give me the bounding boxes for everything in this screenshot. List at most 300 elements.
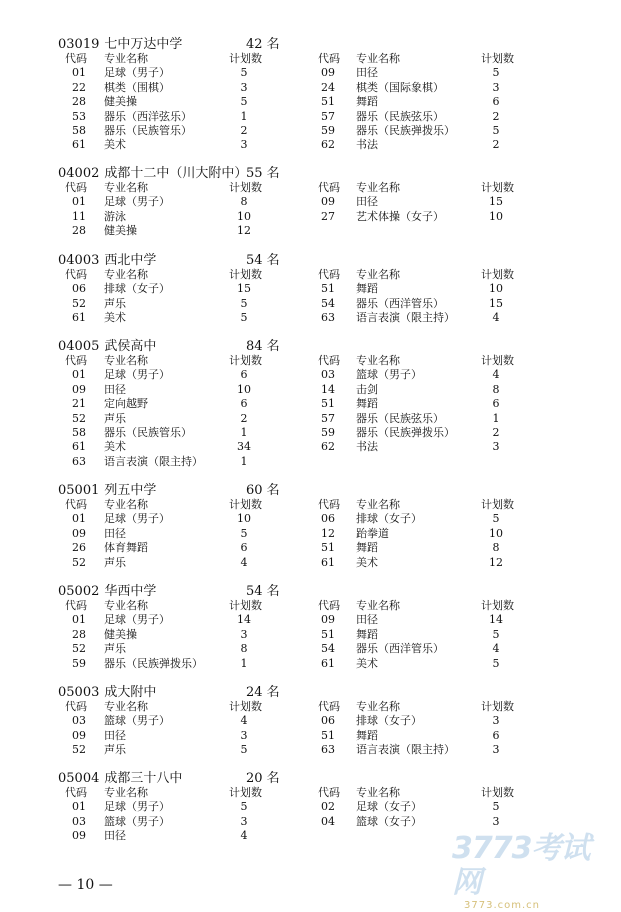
major-code: 63 [321,743,335,757]
major-name: 足球（女子） [356,800,422,814]
watermark-brand: 3773考试网 [452,831,590,900]
plan-count: 10 [489,282,503,296]
major-name: 舞蹈 [356,728,378,742]
major-code: 28 [72,224,86,238]
column-header-code: 代码 [318,786,340,799]
plan-count: 3 [492,80,500,94]
major-name: 语言表演（限主持） [104,454,203,468]
table-row [0,66,621,80]
table-row [0,210,621,224]
major-code: 58 [72,124,86,137]
major-name: 足球（男子） [104,195,170,209]
major-name: 器乐（民族弦乐） [356,411,444,425]
major-name: 健美操 [104,95,137,109]
major-code: 11 [72,209,86,223]
school-code: 03019 [58,37,100,52]
school-quota: 42 名 [246,37,280,52]
plan-count: 12 [237,224,251,238]
plan-count: 6 [240,541,248,555]
major-code: 06 [321,714,335,728]
major-name: 健美操 [104,627,137,641]
major-code: 61 [321,555,335,569]
major-code: 01 [72,800,86,814]
plan-count: 5 [240,526,248,540]
major-name: 篮球（男子） [104,814,170,828]
column-header-plan: 计划数 [481,52,514,65]
school-code: 04002 [58,166,100,181]
plan-count: 10 [237,512,251,526]
major-name: 足球（男子） [104,512,170,526]
major-code: 59 [321,124,335,137]
major-code: 12 [321,526,335,540]
plan-count: 15 [237,282,251,296]
major-code: 01 [72,512,86,526]
table-row [0,628,621,642]
column-header-row [0,52,621,66]
major-code: 58 [72,426,86,439]
column-header-major: 专业名称 [356,599,400,612]
column-header-major: 专业名称 [356,52,400,65]
column-header-code: 代码 [65,498,87,511]
column-header-code: 代码 [318,354,340,367]
school-quota: 55 名 [246,166,280,181]
major-code: 63 [72,454,86,468]
column-header-plan: 计划数 [229,599,262,612]
table-row [0,657,621,671]
column-header-plan: 计划数 [229,354,262,367]
major-code: 63 [321,311,335,325]
major-code: 51 [321,397,335,411]
plan-count: 15 [489,296,503,310]
school-name: 七中万达中学 [104,37,183,52]
plan-count: 1 [240,426,248,439]
plan-count: 6 [240,368,248,382]
major-code: 59 [321,426,335,439]
major-name: 舞蹈 [356,282,378,296]
table-row [0,224,621,238]
page-number: — 10 — [58,877,113,893]
school-name: 成都十二中（川大附中） [104,166,248,181]
column-header-row [0,786,621,800]
school-quota: 84 名 [246,339,280,354]
major-code: 06 [72,282,86,296]
column-header-row [0,181,621,195]
major-code: 57 [321,109,335,123]
major-code: 09 [321,66,335,80]
plan-count: 5 [492,124,500,137]
major-name: 游泳 [104,209,126,223]
major-name: 器乐（民族弦乐） [356,109,444,123]
major-code: 26 [72,541,86,555]
plan-count: 5 [492,656,500,670]
major-name: 健美操 [104,224,137,238]
column-header-major: 专业名称 [356,498,400,511]
major-code: 01 [72,195,86,209]
major-name: 体育舞蹈 [104,541,148,555]
plan-count: 5 [240,296,248,310]
column-header-plan: 计划数 [481,354,514,367]
major-name: 声乐 [104,642,126,656]
plan-count: 10 [237,209,251,223]
school-quota: 60 名 [246,483,280,498]
major-code: 61 [72,311,86,325]
plan-count: 8 [492,541,500,555]
major-name: 美术 [104,138,126,152]
major-name: 器乐（民族弹拨乐） [356,124,455,137]
major-code: 14 [321,382,335,396]
column-header-major: 专业名称 [356,268,400,281]
column-header-row [0,498,621,512]
major-code: 02 [321,800,335,814]
major-name: 美术 [356,656,378,670]
major-name: 声乐 [104,411,126,425]
major-code: 09 [72,829,86,843]
table-row [0,512,621,526]
plan-count: 5 [240,743,248,757]
major-code: 27 [321,209,335,223]
plan-count: 4 [492,311,500,325]
plan-count: 5 [492,627,500,641]
major-code: 51 [321,627,335,641]
column-header-code: 代码 [65,52,87,65]
major-code: 09 [72,526,86,540]
plan-count: 3 [240,814,248,828]
plan-count: 15 [489,195,503,209]
column-header-code: 代码 [65,268,87,281]
column-header-plan: 计划数 [481,700,514,713]
plan-count: 8 [240,195,248,209]
school-quota: 20 名 [246,771,280,786]
major-name: 足球（男子） [104,66,170,80]
table-row [0,815,621,829]
watermark-url: 3773.com.cn [464,900,540,911]
major-name: 排球（女子） [104,282,170,296]
plan-count: 4 [492,368,500,382]
column-header-code: 代码 [65,599,87,612]
major-name: 书法 [356,440,378,454]
column-header-code: 代码 [318,181,340,194]
major-code: 62 [321,138,335,152]
major-code: 59 [72,656,86,670]
plan-count: 2 [240,411,248,425]
column-header-code: 代码 [318,268,340,281]
plan-count: 6 [240,397,248,411]
school-header [58,685,280,701]
column-header-major: 专业名称 [356,181,400,194]
major-code: 28 [72,627,86,641]
school-code: 05003 [58,685,100,700]
major-name: 器乐（民族弹拨乐） [356,426,455,439]
plan-count: 4 [240,555,248,569]
school-quota: 54 名 [246,253,280,268]
major-name: 篮球（男子） [356,368,422,382]
column-header-code: 代码 [318,498,340,511]
column-header-major: 专业名称 [104,181,148,194]
major-name: 足球（男子） [104,613,170,627]
plan-count: 8 [492,382,500,396]
major-name: 声乐 [104,743,126,757]
column-header-major: 专业名称 [104,268,148,281]
school-name: 华西中学 [104,584,157,599]
major-code: 52 [72,555,86,569]
table-row [0,124,621,138]
school-header [58,339,280,355]
major-code: 57 [321,411,335,425]
watermark [452,831,612,911]
plan-count: 3 [240,138,248,152]
plan-count: 8 [240,642,248,656]
major-name: 舞蹈 [356,627,378,641]
school-quota: 54 名 [246,584,280,599]
school-code: 04005 [58,339,100,354]
school-header [58,166,280,182]
major-name: 排球（女子） [356,714,422,728]
column-header-plan: 计划数 [229,700,262,713]
major-code: 01 [72,368,86,382]
plan-count: 5 [492,512,500,526]
column-header-major: 专业名称 [104,599,148,612]
school-code: 04003 [58,253,100,268]
school-code: 05001 [58,483,100,498]
major-name: 田径 [104,829,126,843]
major-code: 24 [321,80,335,94]
plan-count: 14 [489,613,503,627]
major-code: 01 [72,613,86,627]
major-name: 美术 [104,311,126,325]
plan-count: 34 [237,440,251,454]
table-row [0,527,621,541]
table-row [0,81,621,95]
school-quota: 24 名 [246,685,280,700]
plan-count: 6 [492,397,500,411]
plan-count: 3 [492,814,500,828]
column-header-plan: 计划数 [481,786,514,799]
major-code: 52 [72,642,86,656]
column-header-code: 代码 [65,700,87,713]
table-row [0,412,621,426]
plan-count: 10 [489,209,503,223]
school-header [58,771,280,787]
major-name: 书法 [356,138,378,152]
major-code: 51 [321,541,335,555]
major-code: 01 [72,66,86,80]
column-header-major: 专业名称 [356,354,400,367]
major-name: 器乐（西洋管乐） [356,296,444,310]
major-name: 声乐 [104,555,126,569]
column-header-plan: 计划数 [229,52,262,65]
school-name: 列五中学 [104,483,157,498]
plan-count: 2 [240,124,248,137]
major-code: 52 [72,296,86,310]
column-header-major: 专业名称 [104,786,148,799]
table-row [0,642,621,656]
table-row [0,800,621,814]
major-name: 声乐 [104,296,126,310]
major-code: 09 [321,613,335,627]
major-name: 跆拳道 [356,526,389,540]
major-name: 器乐（民族管乐） [104,124,192,137]
major-name: 田径 [104,526,126,540]
table-row [0,383,621,397]
plan-count: 3 [240,728,248,742]
plan-count: 5 [240,95,248,109]
major-name: 足球（男子） [104,800,170,814]
major-code: 52 [72,743,86,757]
column-header-row [0,599,621,613]
table-row [0,426,621,440]
major-code: 51 [321,95,335,109]
major-name: 田径 [356,66,378,80]
major-name: 语言表演（限主持） [356,311,455,325]
plan-count: 3 [492,714,500,728]
major-name: 篮球（男子） [104,714,170,728]
plan-count: 5 [240,66,248,80]
table-row [0,95,621,109]
major-name: 美术 [104,440,126,454]
plan-count: 4 [240,714,248,728]
column-header-plan: 计划数 [481,268,514,281]
school-header [58,483,280,499]
school-code: 05004 [58,771,100,786]
column-header-major: 专业名称 [104,700,148,713]
plan-count: 4 [240,829,248,843]
table-row [0,729,621,743]
major-name: 器乐（民族弹拨乐） [104,656,203,670]
major-code: 61 [72,440,86,454]
plan-count: 5 [240,800,248,814]
major-code: 09 [321,195,335,209]
major-name: 田径 [356,613,378,627]
school-header [58,584,280,600]
major-name: 田径 [104,728,126,742]
column-header-row [0,354,621,368]
plan-count: 5 [240,311,248,325]
column-header-plan: 计划数 [229,786,262,799]
column-header-row [0,268,621,282]
column-header-row [0,700,621,714]
plan-count: 1 [240,109,248,123]
major-name: 器乐（西洋管乐） [356,642,444,656]
major-code: 09 [72,728,86,742]
plan-count: 4 [492,642,500,656]
major-code: 22 [72,80,86,94]
column-header-plan: 计划数 [481,599,514,612]
column-header-code: 代码 [318,700,340,713]
major-code: 61 [321,656,335,670]
plan-count: 5 [492,66,500,80]
column-header-plan: 计划数 [481,181,514,194]
major-name: 篮球（女子） [356,814,422,828]
school-name: 西北中学 [104,253,157,268]
column-header-code: 代码 [65,354,87,367]
major-code: 03 [72,814,86,828]
major-code: 53 [72,109,86,123]
school-header [58,37,280,53]
major-name: 舞蹈 [356,397,378,411]
major-code: 51 [321,282,335,296]
plan-count: 3 [492,743,500,757]
plan-count: 6 [492,728,500,742]
column-header-code: 代码 [318,599,340,612]
major-name: 器乐（西洋弦乐） [104,109,192,123]
major-code: 62 [321,440,335,454]
column-header-plan: 计划数 [229,268,262,281]
major-name: 棋类（围棋） [104,80,170,94]
column-header-plan: 计划数 [229,498,262,511]
school-name: 武侯高中 [104,339,157,354]
table-row [0,397,621,411]
major-code: 04 [321,814,335,828]
plan-count: 5 [492,800,500,814]
major-name: 器乐（民族管乐） [104,426,192,439]
major-name: 艺术体操（女子） [356,209,444,223]
plan-count: 1 [240,454,248,468]
major-name: 语言表演（限主持） [356,743,455,757]
plan-count: 10 [489,526,503,540]
school-name: 成大附中 [104,685,157,700]
major-code: 61 [72,138,86,152]
plan-count: 3 [492,440,500,454]
table-row [0,714,621,728]
plan-count: 1 [240,656,248,670]
plan-count: 10 [237,382,251,396]
plan-count: 3 [240,627,248,641]
major-code: 21 [72,397,86,411]
plan-count: 2 [492,426,500,439]
school-code: 05002 [58,584,100,599]
table-row [0,455,621,469]
major-code: 03 [72,714,86,728]
major-name: 舞蹈 [356,541,378,555]
column-header-code: 代码 [318,52,340,65]
major-code: 06 [321,512,335,526]
school-name: 成都三十八中 [104,771,183,786]
column-header-plan: 计划数 [481,498,514,511]
table-row [0,195,621,209]
major-name: 田径 [356,195,378,209]
major-name: 田径 [104,382,126,396]
table-row [0,556,621,570]
major-name: 定向越野 [104,397,148,411]
major-name: 排球（女子） [356,512,422,526]
table-row [0,282,621,296]
major-name: 足球（男子） [104,368,170,382]
major-name: 击剑 [356,382,378,396]
major-name: 舞蹈 [356,95,378,109]
table-row [0,368,621,382]
major-code: 54 [321,296,335,310]
plan-count: 2 [492,109,500,123]
column-header-major: 专业名称 [104,354,148,367]
major-code: 51 [321,728,335,742]
column-header-major: 专业名称 [104,52,148,65]
major-code: 09 [72,382,86,396]
plan-count: 12 [489,555,503,569]
major-name: 棋类（国际象棋） [356,80,444,94]
major-code: 54 [321,642,335,656]
column-header-plan: 计划数 [229,181,262,194]
column-header-major: 专业名称 [356,700,400,713]
major-code: 52 [72,411,86,425]
plan-count: 2 [492,138,500,152]
major-code: 03 [321,368,335,382]
table-row [0,440,621,454]
column-header-major: 专业名称 [356,786,400,799]
column-header-major: 专业名称 [104,498,148,511]
column-header-code: 代码 [65,181,87,194]
table-row [0,743,621,757]
major-code: 28 [72,95,86,109]
